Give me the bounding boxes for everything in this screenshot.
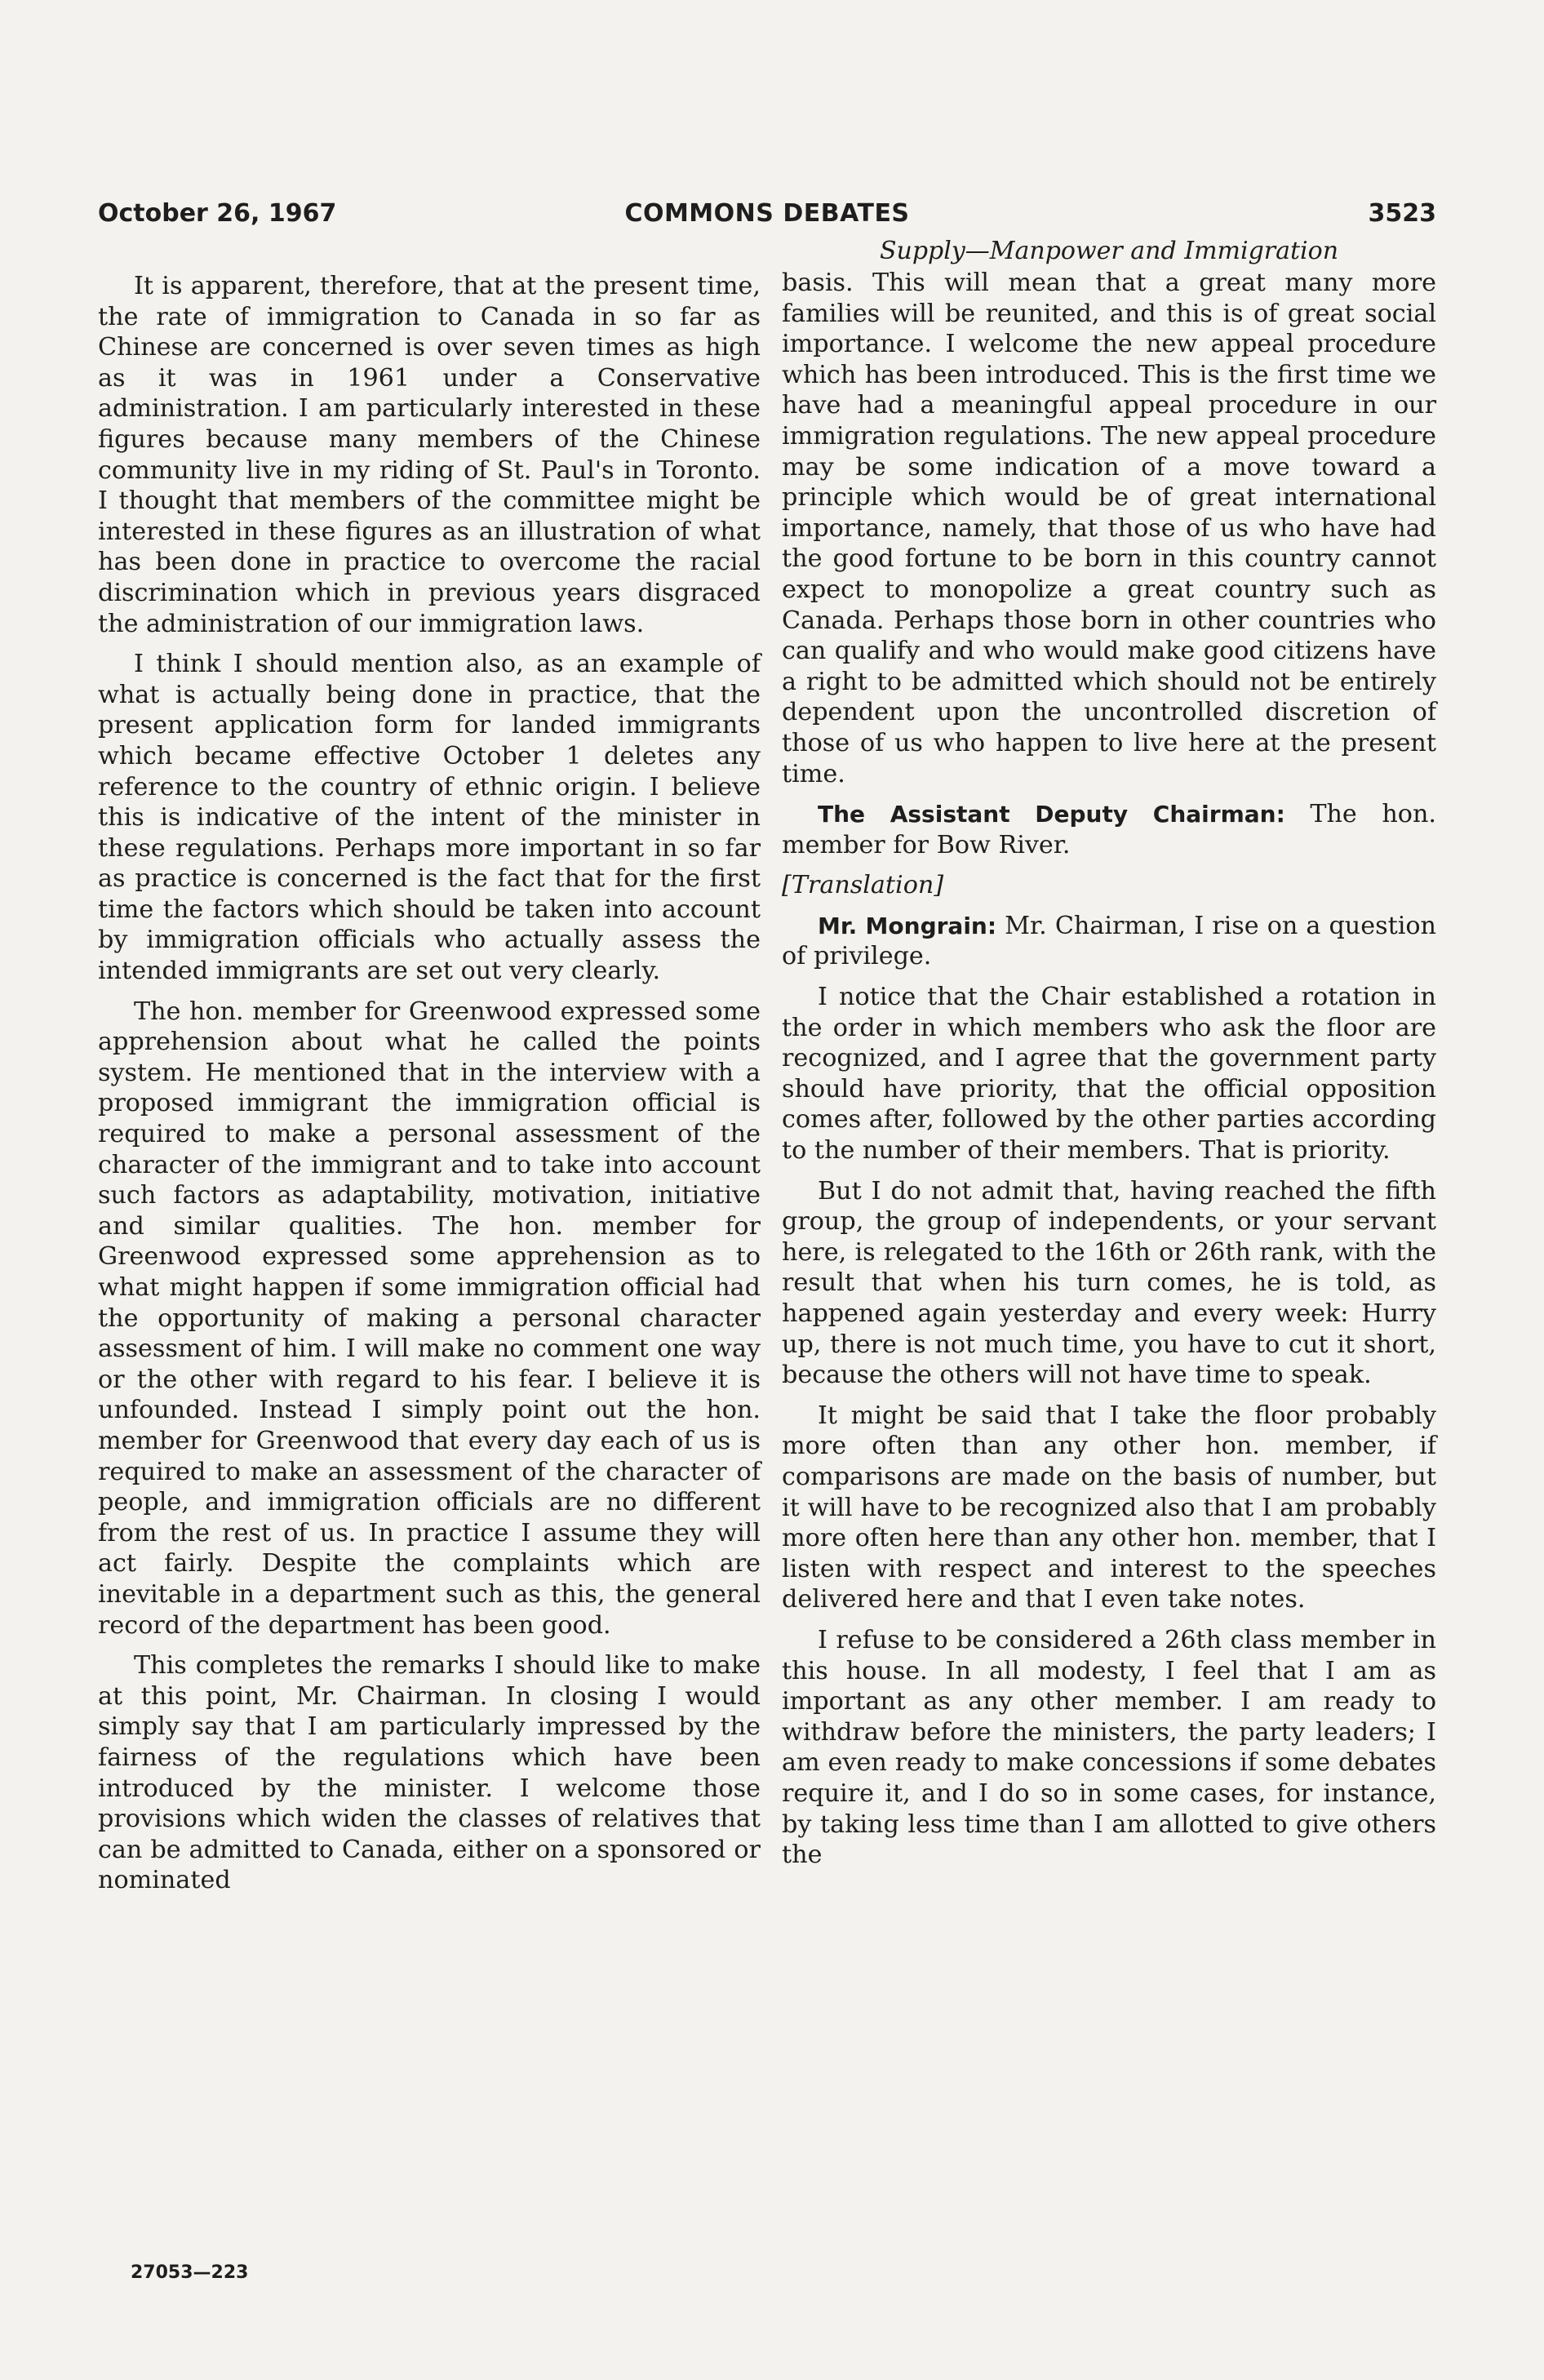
paragraph: I notice that the Chair established a rotation in the order in which members who ask the floor are recognized, and I agree that the government party should have priority, that the official opposition comes after, followed by the other parties according to the number of their members. That is priority. bbox=[782, 983, 1436, 1166]
right-column bbox=[782, 268, 1436, 1880]
paragraph: But I do not admit that, having reached the fifth group, the group of independents, or your servant here, is relegated to the 16th or 26th rank, with the result that when his turn comes, he is told, as happened again yesterday and every week: Hurry up, there is not much time, you have to cut it short, because the others will not have time to speak. bbox=[782, 1176, 1436, 1390]
paragraph: It is apparent, therefore, that at the present time, the rate of immigration to Canada in so far as Chinese are concerned is over seven times as high as it was in 1961 under a Conservative administration. I am particularly interested in these figures because many members of the Chinese community live in my riding of St. Paul's in Toronto. I thought that members of the committee might be interested in these figures as an illustration of what has been done in practice to overcome the racial discrimination which in previous years disgraced the administration of our immigration laws. bbox=[98, 272, 761, 638]
header-date: October 26, 1967 bbox=[98, 199, 337, 228]
page-header bbox=[98, 199, 1436, 232]
footer-code: 27053—223 bbox=[131, 2262, 249, 2283]
paragraph: basis. This will mean that a great many more families will be reunited, and this is of great social importance. I welcome the new appeal procedure which has been introduced. This is the first time we have had a meaningful appeal procedure in our immigration regulations. The new appeal procedure may be some indication of a move toward a principle which would be of great international importance, namely, that those of us who have had the good fortune to be born in this country cannot expect to monopolize a great country such as Canada. Perhaps those born in other countries who can qualify and who would make good citizens have a right to be admitted which should not be entirely dependent upon the uncontrolled discretion of those of us who happen to live here at the present time. bbox=[782, 269, 1436, 788]
speech-text: Mr. Chairman, I rise on a question of privilege. bbox=[782, 911, 1436, 971]
page-number: 3523 bbox=[1368, 199, 1436, 228]
speech-text: The hon. member for Bow River. bbox=[782, 800, 1436, 859]
paragraph: It might be said that I take the floor probably more often than any other hon. member, if comparisons are made on the basis of number, but it will have to be recognized also that I am probably more often here than any other hon. member, that I listen with respect and interest to the speeches delivered here and that I even take notes. bbox=[782, 1401, 1436, 1614]
header-title: COMMONS DEBATES bbox=[624, 199, 910, 228]
paragraph: I think I should mention also, as an example of what is actually being done in practice, that the present application form for landed immigrants which became effective October 1 deletes any reference to the country of ethnic origin. I believe this is indicative of the intent of the minister in these regulations. Perhaps more important in so far as practice is concerned is the fact that for the first time the factors which should be taken into account by immigration officials who actually assess the intended immigrants are set out very clearly. bbox=[98, 650, 761, 986]
paragraph: I refuse to be considered a 26th class member in this house. In all modesty, I feel that I am as important as any other member. I am ready to withdraw before the ministers, the party leaders; I am even ready to make concessions if some debates require it, and I do so in some cases, for instance, by taking less time than I am allotted to give others the bbox=[782, 1625, 1436, 1870]
speaker-name: The Assistant Deputy Chairman: bbox=[818, 801, 1285, 828]
paragraph: The hon. member for Greenwood expressed some apprehension about what he called the points system. He mentioned that in the interview with a proposed immigrant the immigration official is required to make a personal assessment of the character of the immigrant and to take into account such factors as adaptability, motivation, initiative and similar qualities. The hon. member for Greenwood expressed some apprehension as to what might happen if some immigration official had the opportunity of making a personal character assessment of him. I will make no comment one way or the other with regard to his fear. I believe it is unfounded. Instead I simply point out the hon. member for Greenwood that every day each of us is required to make an assessment of the character of people, and immigration officials are no different from the rest of us. In practice I assume they will act fairly. Despite the complaints which are inevitable in a department such as this, the general record of the department has been good. bbox=[98, 997, 761, 1640]
translation-tag: [Translation] bbox=[782, 871, 944, 900]
paragraph: This completes the remarks I should like to make at this point, Mr. Chairman. In closing I would simply say that I am particularly impressed by the fairness of the regulations which have been introduced by the minister. I welcome those provisions which widen the classes of relatives that can be admitted to Canada, either on a sponsored or nominated bbox=[98, 1651, 761, 1895]
left-column bbox=[98, 271, 761, 1906]
speaker-name: Mr. Mongrain: bbox=[818, 912, 997, 939]
speech bbox=[782, 911, 1436, 972]
speech bbox=[782, 799, 1436, 860]
section-subheading: Supply—Manpower and Immigration bbox=[879, 237, 1339, 265]
